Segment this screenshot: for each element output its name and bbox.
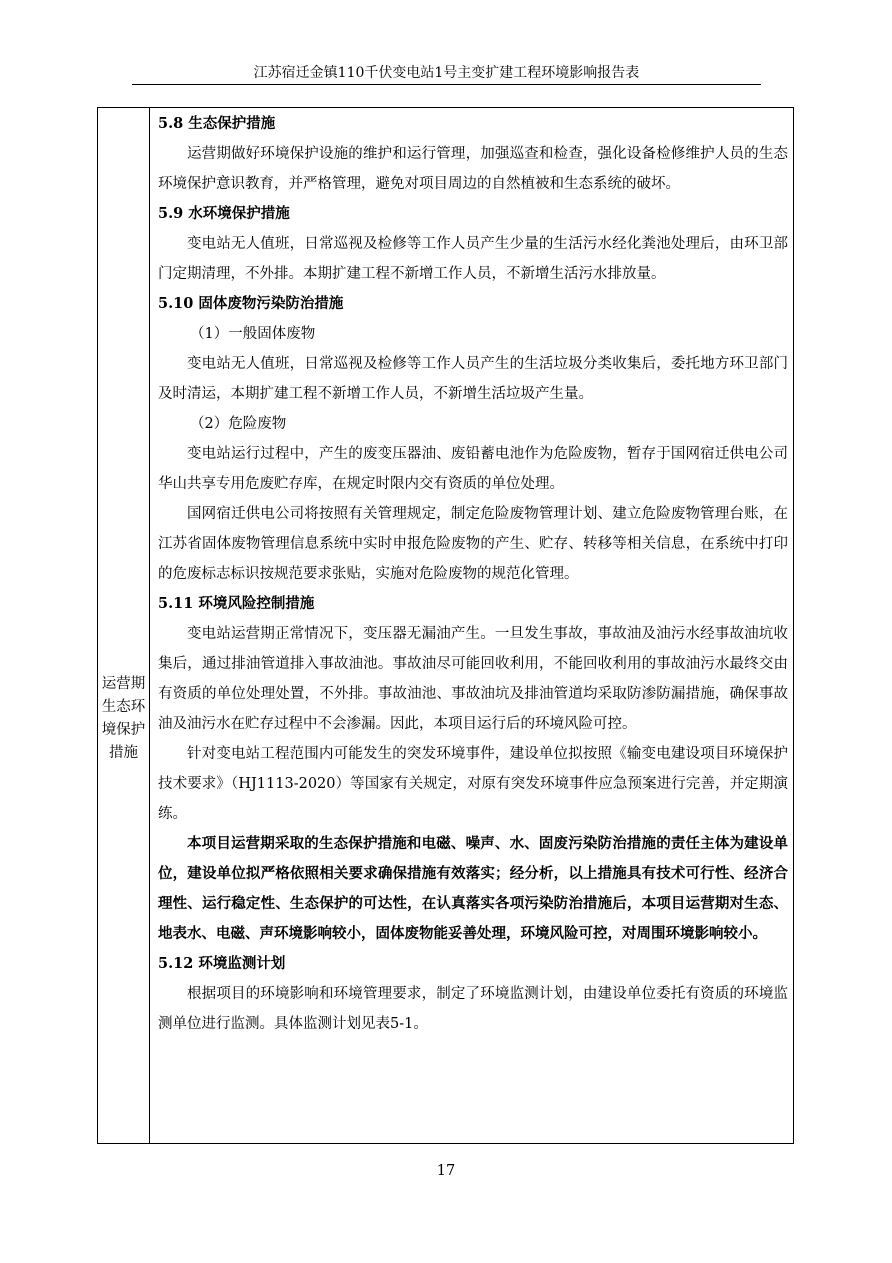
conclusion-paragraph: 本项目运营期采取的生态保护措施和电磁、噪声、水、固废污染防治措施的责任主体为建设单位，建设单位拟严格依照相关要求确保措施有效落实；经分析，以上措施具有技术可行性、经济合理性、运行稳定性、生态保护的可达性，在认真落实各项污染防治措施后，本项目运营期对生态、地表水、电磁、声环境影响较小，固体废物能妥善处理，环境风险可控，对周围环境影响较小。 xyxy=(158,835,788,942)
document-header-title: 江苏宿迁金镇110千伏变电站1号主变扩建工程环境影响报告表 xyxy=(253,65,640,81)
section-heading: 5.8 生态保护措施 xyxy=(158,115,276,132)
row-label-line: 运营期 xyxy=(101,676,146,692)
paragraph: 变电站运营期正常情况下，变压器无漏油产生。一旦发生事故，事故油及油污水经事故油坑收集后，通过排油管道排入事故油池。事故油尽可能回收利用，不能回收利用的事故油污水最终交由有资质的单位处理处置，不外排。事故油池、事故油坑及排油管道均采取防渗防漏措施，确保事故油及油污水在贮存过程中不会渗漏。因此，本项目运行后的环境风险可控。 xyxy=(158,626,788,732)
paragraph: 变电站无人值班，日常巡视及检修等工作人员产生的生活垃圾分类收集后，委托地方环卫部门及时清运，本期扩建工程不新增工作人员，不新增生活垃圾产生量。 xyxy=(158,356,788,402)
section-heading: 5.10 固体废物污染防治措施 xyxy=(158,295,344,312)
page-number: 17 xyxy=(436,1163,456,1179)
row-label xyxy=(98,673,149,765)
paragraph: 变电站无人值班，日常巡视及检修等工作人员产生少量的生活污水经化粪池处理后，由环卫部门定期清理，不外排。本期扩建工程不新增工作人员，不新增生活污水排放量。 xyxy=(158,236,788,282)
content-table xyxy=(97,107,794,1144)
section-heading: 5.9 水环境保护措施 xyxy=(158,205,290,222)
paragraph: 变电站运行过程中，产生的废变压器油、废铅蓄电池作为危险废物，暂存于国网宿迁供电公司华山共享专用危废贮存库，在规定时限内交有资质的单位处理。 xyxy=(158,446,788,492)
paragraph: 针对变电站工程范围内可能发生的突发环境事件，建设单位拟按照《输变电建设项目环境保护技术要求》（HJ1113-2020）等国家有关规定，对原有突发环境事件应急预案进行完善，并定期演练。 xyxy=(158,746,788,822)
paragraph: 国网宿迁供电公司将按照有关管理规定，制定危险废物管理计划、建立危险废物管理台账，在江苏省固体废物管理信息系统中实时申报危险废物的产生、贮存、转移等相关信息，在系统中打印的危废标志标识按规范要求张贴，实施对危险废物的规范化管理。 xyxy=(158,506,788,582)
paragraph: 运营期做好环境保护设施的维护和运行管理，加强巡查和检查，强化设备检修维护人员的生态环境保护意识教育，并严格管理，避免对项目周边的自然植被和生态系统的破坏。 xyxy=(158,146,788,192)
subsection-heading: （2）危险废物 xyxy=(190,416,287,432)
row-label-line: 生态环 xyxy=(101,699,146,715)
row-label-line: 措施 xyxy=(109,745,138,761)
paragraph: 根据项目的环境影响和环境管理要求，制定了环境监测计划，由建设单位委托有资质的环境监测单位进行监测。具体监测计划见表5-1。 xyxy=(158,986,788,1032)
header-rule xyxy=(132,84,761,85)
row-label-line: 境保护 xyxy=(101,722,146,738)
row-label-cell xyxy=(98,108,150,1143)
content-cell xyxy=(158,109,788,1039)
subsection-heading: （1）一般固体废物 xyxy=(190,326,316,342)
section-heading: 5.12 环境监测计划 xyxy=(158,955,286,972)
section-heading: 5.11 环境风险控制措施 xyxy=(158,595,315,612)
